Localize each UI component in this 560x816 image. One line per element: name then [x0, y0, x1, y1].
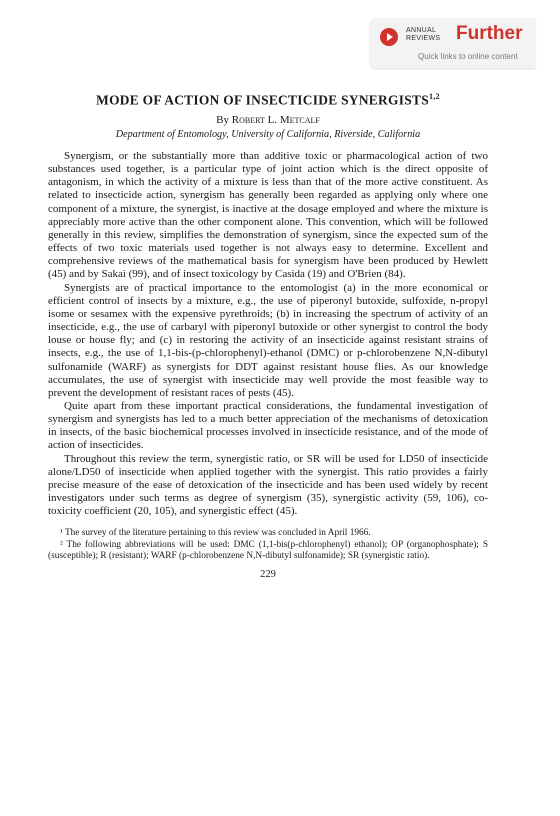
page-number: 229 [260, 568, 276, 580]
badge-further: Further [456, 23, 523, 44]
footnote-1: ¹ The survey of the literature pertaining to this review was concluded in April 1966. [60, 528, 371, 539]
paragraph-1: Synergism, or the substantially more than additive toxic or pharmacological action of two substances used together, is a particular type of joint action which is the direct opposite of antagonism, in which the activity of a mixture is less than that of the more active constituent. As related to insecticide action, synergism has generally been regarded as applying only where one component of a mixture, the synergist, is inactive at the dosage employed and where the mixture is appreciably more active than the other component alone. This convention, which will be followed generally in this review, simplifies the demonstration of synergism, since the expected sum of the effects of two toxic materials used together is not always easy to determine. Excellent and comprehensive reviews of the mathematical basis for synergism have been produced by Hewlett (45) and by Sakai (99), and of insect toxicology by Casida (19) and O'Brien (84). [48, 150, 488, 281]
paragraph-2: Synergists are of practical importance to the entomologist (a) in the more economical or efficient control of insects by a mixture, e.g., the use of piperonyl butoxide, sulfoxide, n-propyl isome or sesamex with the expensive pyrethroids; (b) in increasing the spectrum of activity of an insecticide, e.g., the use of carbaryl with piperonyl butoxide or other synergist to control the body louse or house fly; and (c) in restoring the activity of an insecticide against resistant strains of insects, e.g., the use of 1,1-bis-(p-chlorophenyl)-ethanol (DMC) or p-chlorobenzene N,N-dibutyl sulfonamide (WARF) as synergists for DDT against resistant house flies. As our knowledge accumulates, the use of synergist with insecticide may well provide the most feasible way to prevent the development of resistant races of pests (45). [48, 281, 488, 399]
annual-reviews-further-badge[interactable] [370, 18, 535, 68]
footnote-2: ² The following abbreviations will be used: DMC (1,1-bis(p-chlorophenyl) ethanol); OP (organophosphate); S (susceptible); R (resistant); WARF (p-chlorobenzene N,N-dibutyl sulfonamide); SR (synergistic ratio). [48, 539, 488, 562]
article-page [48, 92, 488, 580]
article-title: MODE OF ACTION OF INSECTICIDE SYNERGISTS$^{1,2}$ [96, 92, 440, 108]
badge-annual-reviews: ANNUAL REVIEWS [406, 27, 441, 42]
paragraph-3: Quite apart from these important practical considerations, the fundamental investigation of synergism and synergists has led to a much better appreciation of the mechanisms of detoxication in insects, of the basic biochemical processes involved in insecticide resistance, and of the mode of action of insecticides. [48, 399, 488, 452]
play-arrow-icon [380, 28, 398, 46]
paragraph-4: Throughout this review the term, synergistic ratio, or SR will be used for LD50 of insecticide alone/LD50 of insecticide when applied together with the synergist. This ratio provides a fairly precise measure of the ease of detoxication of the insecticide and has been used widely by recent investigators under such terms as degree of synergism (35), synergistic activity (59, 106), co-toxicity coefficient (20, 105), and synergistic effect (45). [48, 452, 488, 518]
article-body [48, 150, 488, 518]
author-affiliation: Department of Entomology, University of California, Riverside, California [115, 129, 421, 140]
badge-quick-links: Quick links to online content [418, 52, 518, 61]
footnotes [48, 528, 488, 563]
article-author: By Robert L. Metcalf [216, 114, 320, 126]
